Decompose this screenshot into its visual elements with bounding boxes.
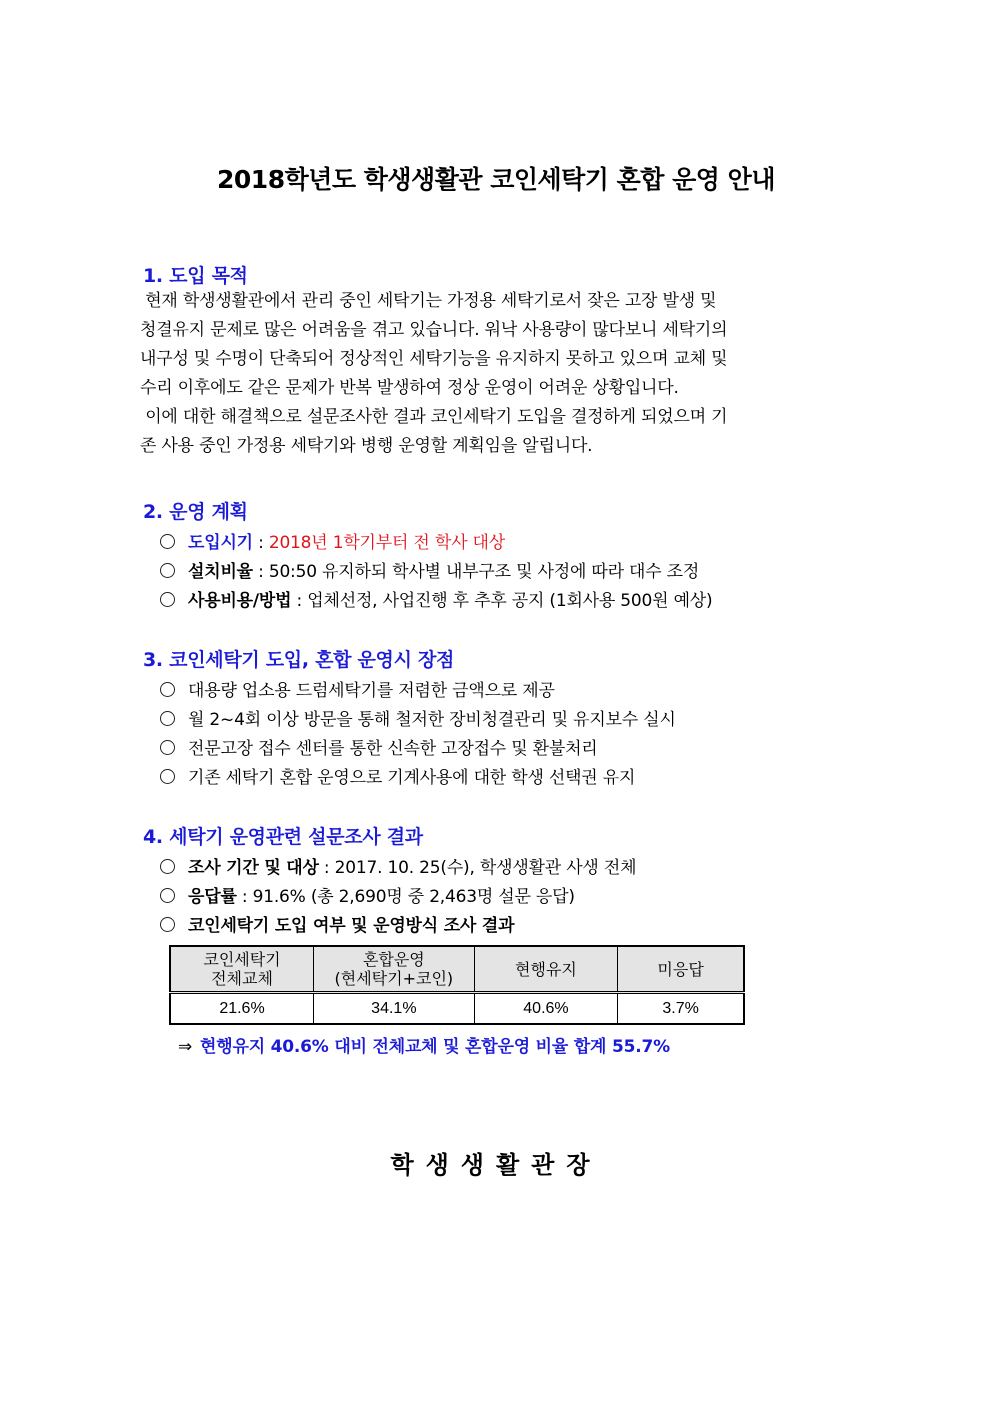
- item-label: 코인세탁기 도입 여부 및 운영방식 조사 결과: [188, 916, 515, 936]
- item-separator: :: [236, 887, 253, 907]
- paragraph-line: 존 사용 중인 가정용 세탁기와 병행 운영할 계획임을 알립니다.: [140, 436, 593, 456]
- item-separator: :: [291, 591, 308, 611]
- item-text: 기존 세탁기 혼합 운영으로 기계사용에 대한 학생 선택권 유지: [188, 768, 636, 788]
- arrow-icon: ⇒: [178, 1037, 193, 1057]
- item-label: 설치비율: [188, 562, 253, 582]
- circle-bullet-icon: [160, 592, 175, 607]
- plan-item-install-ratio: [160, 557, 699, 582]
- section-heading-survey: 4. 세탁기 운영관련 설문조사 결과: [143, 826, 423, 848]
- item-value: 2017. 10. 25(수), 학생생활관 사생 전체: [334, 858, 637, 878]
- survey-item-results-title: [160, 911, 514, 936]
- circle-bullet-icon: [160, 711, 175, 726]
- item-text: 대용량 업소용 드럼세탁기를 저렴한 금액으로 제공: [188, 681, 555, 701]
- item-separator: :: [252, 533, 269, 553]
- table-cell: 34.1%: [314, 993, 475, 1025]
- advantage-item: [160, 705, 676, 730]
- item-value: 91.6% (총 2,690명 중 2,463명 설문 응답): [252, 887, 575, 907]
- circle-bullet-icon: [160, 534, 175, 549]
- circle-bullet-icon: [160, 682, 175, 697]
- advantage-item: [160, 763, 635, 788]
- document-title: 2018학년도 학생생활관 코인세탁기 혼합 운영 안내: [217, 165, 775, 194]
- item-value: 50:50 유지하되 학사별 내부구조 및 사정에 따라 대수 조정: [268, 562, 700, 582]
- table-header-no-response: 미응답: [618, 946, 744, 993]
- survey-results-table: [169, 945, 745, 1025]
- circle-bullet-icon: [160, 888, 175, 903]
- summary-text: 현행유지 40.6% 대비 전체교체 및 혼합운영 비율 합계 55.7%: [200, 1037, 670, 1057]
- table-cell: 21.6%: [170, 993, 314, 1025]
- table-header-full-replace: 코인세탁기 전체교체: [170, 946, 314, 993]
- paragraph-line: 수리 이후에도 같은 문제가 반복 발생하여 정상 운영이 어려운 상황입니다.: [140, 378, 679, 398]
- table-cell: 40.6%: [474, 993, 618, 1025]
- table-cell: 3.7%: [618, 993, 744, 1025]
- advantage-item: [160, 676, 555, 701]
- section-heading-advantages: 3. 코인세탁기 도입, 혼합 운영시 장점: [143, 649, 455, 671]
- circle-bullet-icon: [160, 859, 175, 874]
- section-heading-purpose: 1. 도입 목적: [143, 265, 248, 287]
- survey-summary: [178, 1032, 670, 1057]
- survey-item-response-rate: [160, 882, 575, 907]
- survey-item-period: [160, 853, 636, 878]
- plan-item-introduction-date: [160, 528, 505, 553]
- signature: 학생생활관장: [390, 1151, 602, 1179]
- table-header-mixed-operation: 혼합운영 (현세탁기+코인): [314, 946, 475, 993]
- circle-bullet-icon: [160, 917, 175, 932]
- table-header-keep-current: 현행유지: [474, 946, 618, 993]
- item-label: 도입시기: [188, 533, 253, 553]
- paragraph-line: 내구성 및 수명이 단축되어 정상적인 세탁기능을 유지하지 못하고 있으며 교체 및: [140, 349, 728, 369]
- table-header-row: [170, 946, 744, 993]
- item-separator: :: [252, 562, 269, 582]
- item-value: 2018년 1학기부터 전 학사 대상: [268, 533, 505, 553]
- item-value: 업체선정, 사업진행 후 추후 공지 (1회사용 500원 예상): [307, 591, 713, 611]
- circle-bullet-icon: [160, 740, 175, 755]
- paragraph-line: 이에 대한 해결책으로 설문조사한 결과 코인세탁기 도입을 결정하게 되었으며 기: [140, 407, 728, 427]
- item-label: 응답률: [188, 887, 237, 907]
- purpose-paragraph: [140, 287, 852, 461]
- section-heading-plan: 2. 운영 계획: [143, 501, 248, 523]
- item-label: 조사 기간 및 대상: [188, 858, 319, 878]
- paragraph-line: 청결유지 문제로 많은 어려움을 겪고 있습니다. 워낙 사용량이 많다보니 세탁기의: [140, 320, 728, 340]
- item-text: 월 2~4회 이상 방문을 통해 철저한 장비청결관리 및 유지보수 실시: [188, 710, 676, 730]
- table-row: [170, 993, 744, 1025]
- circle-bullet-icon: [160, 563, 175, 578]
- advantage-item: [160, 734, 598, 759]
- circle-bullet-icon: [160, 769, 175, 784]
- item-label: 사용비용/방법: [188, 591, 292, 611]
- paragraph-line: 현재 학생생활관에서 관리 중인 세탁기는 가정용 세탁기로서 잦은 고장 발생 및: [140, 291, 717, 311]
- item-text: 전문고장 접수 센터를 통한 신속한 고장접수 및 환불처리: [188, 739, 598, 759]
- plan-item-cost-method: [160, 586, 712, 611]
- item-separator: :: [318, 858, 335, 878]
